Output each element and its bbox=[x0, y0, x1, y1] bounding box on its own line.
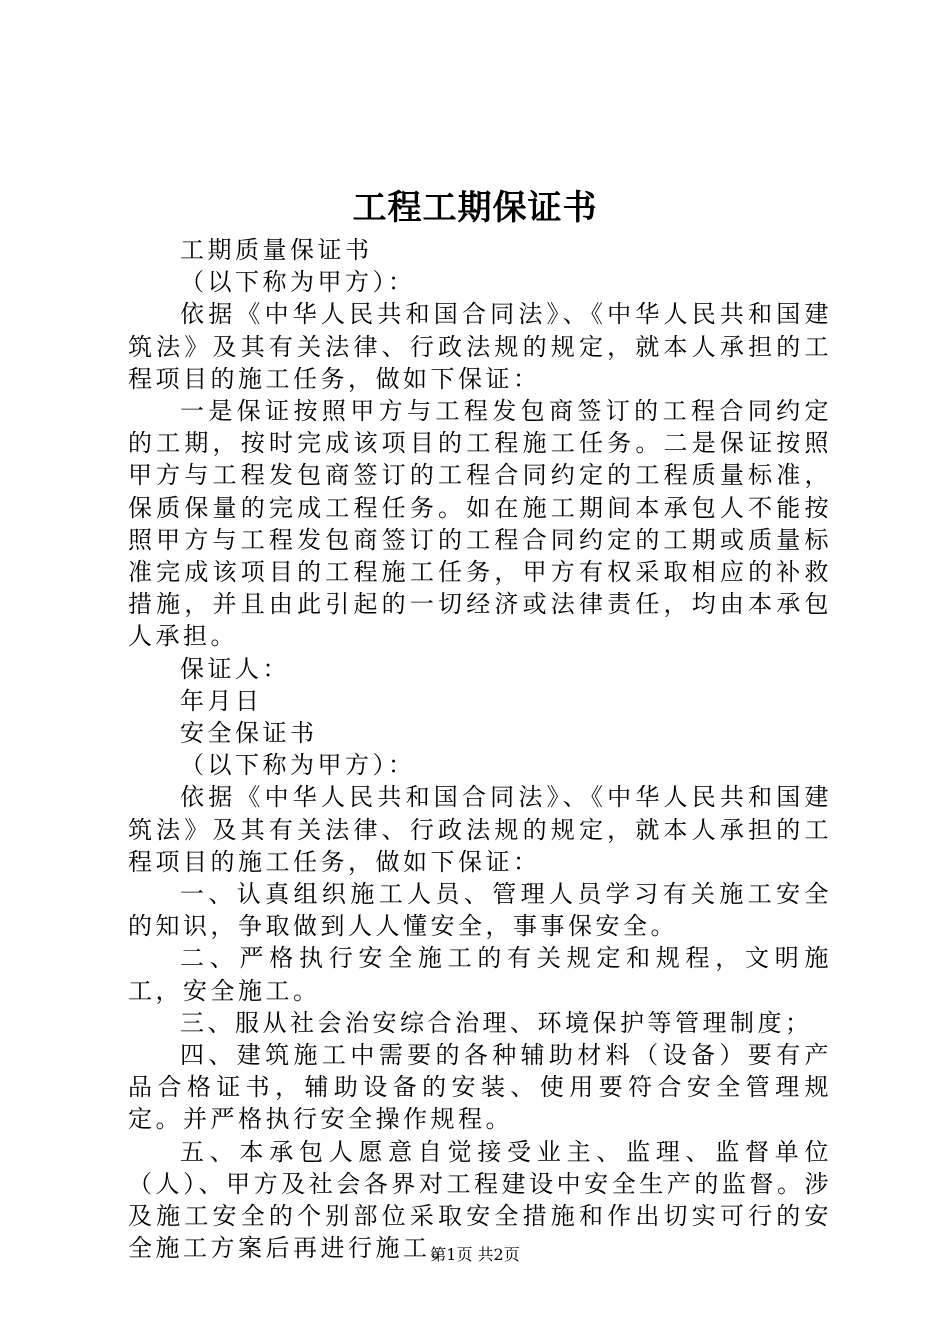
document-body bbox=[128, 234, 832, 1265]
paragraph: 四、建筑施工中需要的各种辅助材料（设备）要有产品合格证书，辅助设备的安装、使用要符合安全管理规定。并严格执行安全操作规程。 bbox=[128, 1041, 832, 1134]
paragraph: 一、认真组织施工人员、管理人员学习有关施工安全的知识，争取做到人人懂安全，事事保安全。 bbox=[128, 880, 832, 941]
paragraph: 工期质量保证书 bbox=[180, 236, 373, 264]
paragraph: 三、服从社会治安综合治理、环境保护等管理制度； bbox=[180, 1008, 813, 1037]
paragraph: 二、严格执行安全施工的有关规定和规程，文明施工，安全施工。 bbox=[128, 944, 832, 1005]
paragraph: 安全保证书 bbox=[180, 719, 318, 748]
paragraph: 一是保证按照甲方与工程发包商签订的工程合同约定的工期，按时完成该项目的工程施工任务。二是保证按照甲方与工程发包商签订的工程合同约定的工程质量标准，保质保量的完成工程任务。如在施工期间本承包人不能按照甲方与工程发包商签订的工程合同约定的工期或质量标准完成该项目的工程施工任务，甲方有权采取相应的补救措施，并且由此引起的一切经济或法律责任，均由本承包人承担。 bbox=[128, 397, 832, 651]
document-title: 工程工期保证书 bbox=[352, 188, 598, 228]
paragraph: 五、本承包人愿意自觉接受业主、监理、监督单位（人）、甲方及社会各界对工程建设中安全生产的监督。涉及施工安全的个别部位采取安全措施和作出切实可行的安全施工方案后再进行施工。 bbox=[128, 1137, 832, 1263]
paragraph: 依据《中华人民共和国合同法》、《中华人民共和国建筑法》及其有关法律、行政法规的规定，就本人承担的工程项目的施工任务，做如下保证： bbox=[128, 783, 832, 876]
paragraph: 保证人： bbox=[180, 654, 290, 683]
paragraph: （以下称为甲方）： bbox=[180, 268, 416, 297]
paragraph: （以下称为甲方）： bbox=[180, 751, 416, 780]
page-footer: 第1页 共2页 bbox=[430, 1245, 520, 1264]
paragraph: 年月日 bbox=[180, 686, 263, 715]
paragraph: 依据《中华人民共和国合同法》、《中华人民共和国建筑法》及其有关法律、行政法规的规定，就本人承担的工程项目的施工任务，做如下保证： bbox=[128, 300, 832, 393]
